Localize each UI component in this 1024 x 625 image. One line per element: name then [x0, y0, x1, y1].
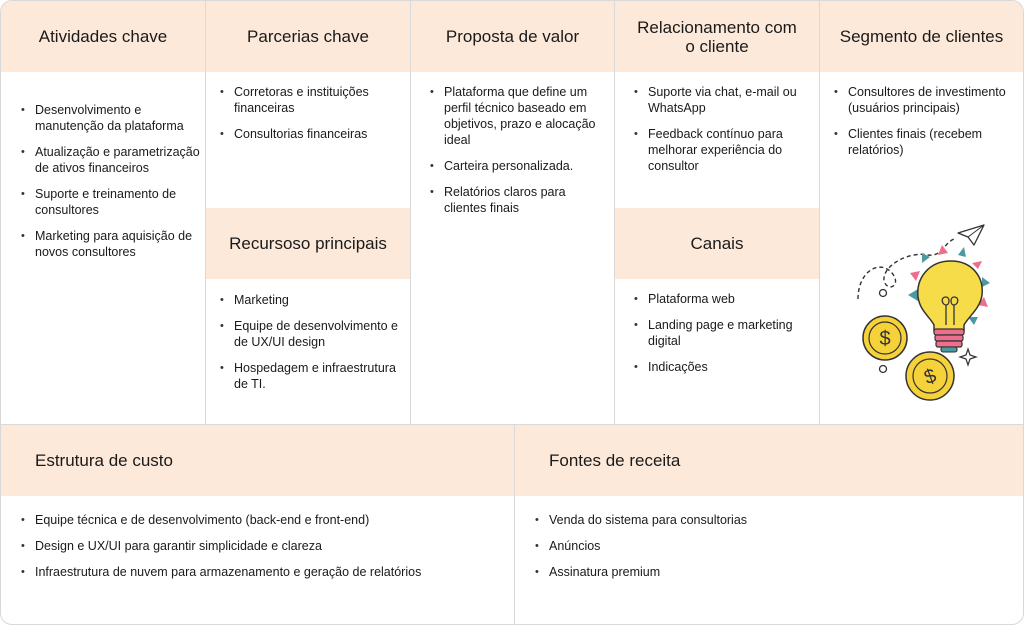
list-item: • Suporte via chat, e-mail ou WhatsApp: [634, 84, 814, 116]
list-item: • Infraestrutura de nuvem para armazenamento e geração de relatórios: [21, 564, 501, 580]
block-title: Canais: [615, 208, 819, 279]
block-title: Relacionamento com o cliente: [615, 1, 819, 72]
customer-relationship-list: [634, 84, 814, 184]
block-title: Parcerias chave: [206, 1, 410, 72]
list-item: • Equipe técnica e de desenvolvimento (back-end e front-end): [21, 512, 501, 528]
list-item: • Marketing: [220, 292, 404, 308]
block-title: Estrutura de custo: [1, 425, 514, 496]
block-title: Segmento de clientes: [820, 1, 1023, 72]
block-title: Atividades chave: [1, 1, 205, 72]
channels-block: [615, 208, 819, 424]
customer-segments-block: [820, 1, 1023, 424]
list-item: • Equipe de desenvolvimento e de UX/UI design: [220, 318, 404, 350]
list-item: • Carteira personalizada.: [430, 158, 608, 174]
channels-list: [634, 291, 814, 385]
list-item: • Atualização e parametrização de ativos financeiros: [21, 144, 201, 176]
value-proposition-list: [430, 84, 608, 226]
coin-symbol: $: [879, 328, 891, 350]
list-item: • Plataforma web: [634, 291, 814, 307]
cost-structure-block: [1, 425, 514, 624]
list-item: • Consultores de investimento (usuários principais): [834, 84, 1014, 116]
customer-relationship-block: [615, 1, 819, 208]
coin-symbol: $: [921, 364, 940, 390]
list-item: • Assinatura premium: [535, 564, 1005, 580]
list-item: • Plataforma que define um perfil técnico baseado em objetivos, prazo e alocação ideal: [430, 84, 608, 148]
list-item: • Suporte e treinamento de consultores: [21, 186, 201, 218]
block-title: Fontes de receita: [515, 425, 1023, 496]
key-resources-list: [220, 292, 404, 402]
list-item: • Feedback contínuo para melhorar experiência do consultor: [634, 126, 814, 174]
key-partners-list: [220, 84, 402, 152]
list-item: • Clientes finais (recebem relatórios): [834, 126, 1014, 158]
customer-segments-list: [834, 84, 1014, 168]
revenue-streams-list: [535, 512, 1005, 590]
list-item: • Design e UX/UI para garantir simplicidade e clareza: [21, 538, 501, 554]
block-title: Recursoso principais: [206, 208, 410, 279]
list-item: • Venda do sistema para consultorias: [535, 512, 1005, 528]
list-item: • Corretoras e instituições financeiras: [220, 84, 402, 116]
key-resources-block: [206, 208, 410, 424]
revenue-streams-block: [515, 425, 1023, 624]
block-title: Proposta de valor: [411, 1, 614, 72]
list-item: • Marketing para aquisição de novos consultores: [21, 228, 201, 260]
key-partners-block: [206, 1, 410, 208]
list-item: • Landing page e marketing digital: [634, 317, 814, 349]
key-activities-block: [1, 1, 205, 424]
list-item: • Relatórios claros para clientes finais: [430, 184, 608, 216]
list-item: • Indicações: [634, 359, 814, 375]
list-item: • Anúncios: [535, 538, 1005, 554]
value-proposition-block: [411, 1, 614, 424]
list-item: • Hospedagem e infraestrutura de TI.: [220, 360, 404, 392]
key-activities-list: [21, 102, 201, 270]
list-item: • Desenvolvimento e manutenção da plataforma: [21, 102, 201, 134]
list-item: • Consultorias financeiras: [220, 126, 402, 142]
cost-structure-list: [21, 512, 501, 590]
lightbulb-coins-icon: [850, 221, 1000, 406]
